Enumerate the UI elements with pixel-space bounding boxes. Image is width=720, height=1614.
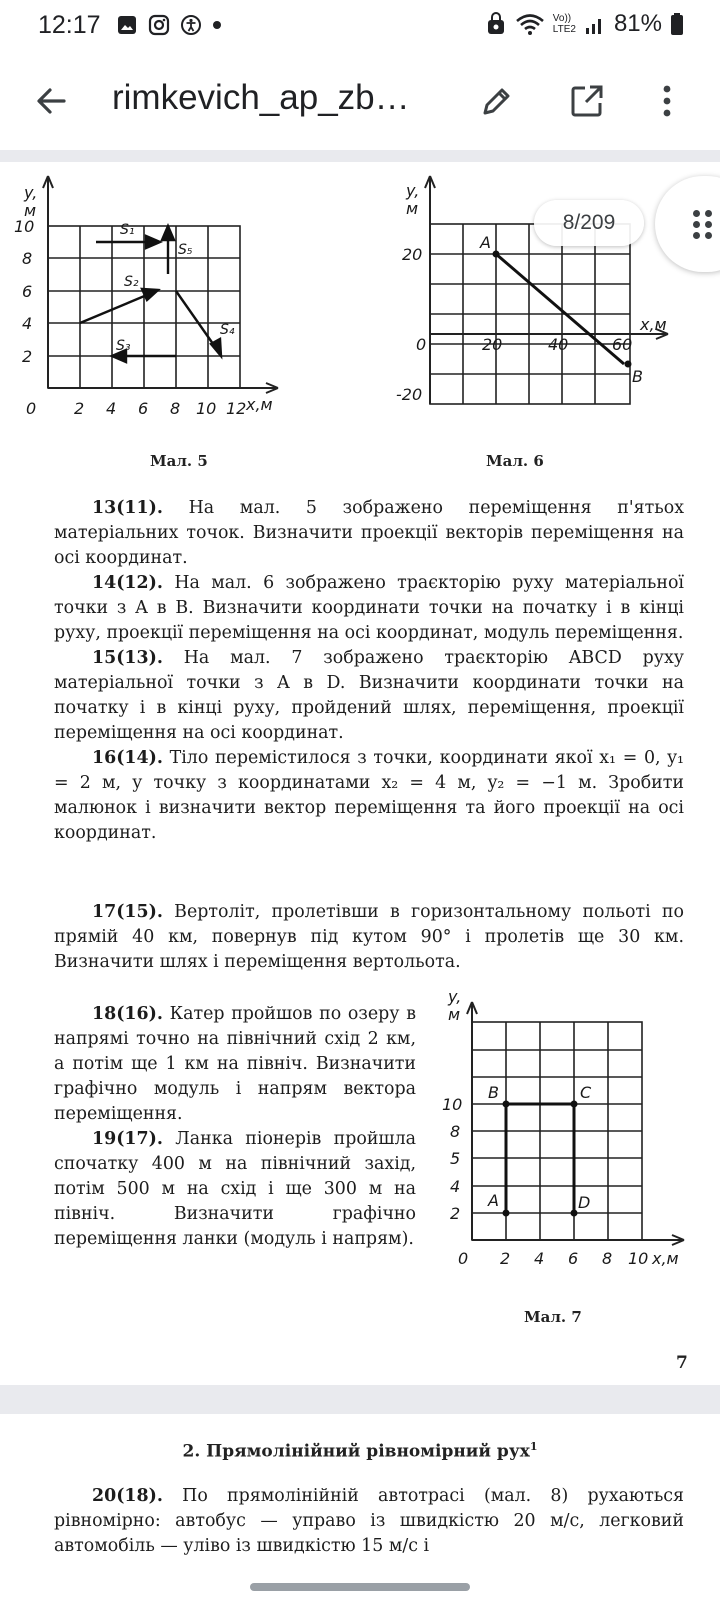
pencil-icon	[480, 84, 514, 118]
point-b	[625, 361, 632, 368]
x-tick-2: 2	[74, 399, 85, 418]
x-tick-40: 40	[548, 335, 569, 354]
y-tick-4: 4	[22, 314, 33, 333]
grid-dots-icon	[693, 210, 713, 238]
y-tick-8: 8	[22, 249, 33, 268]
vector-s4-label: S₄	[220, 322, 235, 338]
y-axis-unit: м	[406, 199, 419, 218]
figure-5-caption: Мал. 5	[150, 452, 208, 470]
more-options-button[interactable]	[640, 74, 694, 128]
vector-s5-label: S₅	[178, 242, 193, 258]
x-tick-12: 12	[226, 399, 247, 418]
signal-icon	[584, 13, 606, 35]
problem-18: 18(16). Катер пройшов по озеру в напрямі точно на північний схід 2 км, а потім ще 1 км на північ. Визначити графічно модуль і напрям вектора переміщення.	[54, 1004, 416, 1124]
status-bar	[0, 0, 720, 52]
dot-icon	[212, 20, 222, 30]
battery-percent: 81%	[613, 10, 662, 37]
y-tick-8: 8	[450, 1122, 461, 1141]
figure-7-caption: Мал. 7	[524, 1308, 582, 1326]
page-number: 7	[676, 1353, 688, 1373]
x-tick-0: 0	[458, 1249, 469, 1268]
x-axis-label: x,м	[246, 395, 273, 414]
notification-icons	[116, 14, 222, 36]
point-d-label: D	[578, 1193, 591, 1212]
point-b-label: B	[632, 367, 643, 386]
y-tick-2: 2	[22, 347, 33, 366]
x-axis-label: x,м	[640, 315, 667, 334]
x-tick-6: 6	[568, 1249, 579, 1268]
x-tick-10: 10	[628, 1249, 649, 1268]
y-tick-6: 6	[22, 282, 33, 301]
open-external-icon	[569, 83, 605, 119]
vector-s5-head	[162, 226, 174, 240]
point-a-label: A	[488, 1191, 499, 1210]
problem-16: 16(14). Тіло перемістилося з точки, координати якої x₁ = 0, y₁ = 2 м, у точку з координатами x₂ = 4 м, y₂ = −1 м. Зробити малюнок і визначити вектор переміщення та його проекції на осі координат.	[54, 748, 685, 843]
vector-s2-label: S₂	[124, 274, 139, 290]
alarm-icon	[485, 12, 507, 36]
x-tick-60: 60	[612, 335, 633, 354]
problem-17: 17(15). Вертоліт, пролетівши в горизонтальному польоті по прямій 40 км, повернув під кутом 90° і пролетів ще 30 км. Визначити шлях і переміщення вертольота.	[54, 902, 684, 972]
y-tick-4: 4	[450, 1177, 461, 1196]
document-title: rimkevich_ap_zb…	[112, 78, 410, 117]
y-tick-20: 20	[402, 245, 423, 264]
point-b-label: B	[488, 1083, 499, 1102]
problem-20-block	[54, 1484, 684, 1559]
y-tick-5: 5	[450, 1149, 461, 1168]
x-tick-8: 8	[170, 399, 181, 418]
gallery-icon	[116, 14, 138, 36]
accessibility-icon	[180, 14, 202, 36]
problem-20: 20(18). По прямолінійній автотрасі (мал. 8) рухаються рівномірно: автобус — управо із швидкістю 20 м/с, легковий автомобіль — уліво із швидкістю 15 м/с і	[54, 1486, 684, 1556]
vector-s4	[176, 291, 218, 351]
battery-icon	[670, 12, 684, 36]
y-axis-label: y,	[448, 988, 462, 1006]
y-tick-10: 10	[442, 1095, 463, 1114]
vector-s1-label: S₁	[120, 222, 135, 238]
problem-13: 13(11). На мал. 5 зображено переміщення п'ятьох матеріальних точок. Визначити проекції векторів переміщення на осі координат.	[54, 498, 684, 568]
point-b	[503, 1101, 510, 1108]
point-a	[493, 251, 500, 258]
point-a	[503, 1210, 510, 1217]
point-d	[571, 1210, 578, 1217]
x-tick-6: 6	[138, 399, 149, 418]
x-tick-2: 2	[500, 1249, 511, 1268]
wifi-icon	[515, 12, 545, 36]
status-right	[485, 10, 684, 38]
x-tick-4: 4	[106, 399, 117, 418]
y-tick-10: 10	[14, 217, 35, 236]
pdf-page[interactable]	[0, 162, 720, 1385]
problems-full-width	[54, 496, 684, 846]
open-external-button[interactable]	[560, 74, 614, 128]
y-axis-unit: м	[24, 201, 37, 220]
x-tick-10: 10	[196, 399, 217, 418]
arrow-back-icon	[34, 84, 68, 118]
point-c-label: C	[580, 1083, 592, 1102]
section-footnote-mark: 1	[529, 1440, 538, 1453]
y-tick-minus-20: -20	[396, 385, 423, 404]
point-a-label: A	[480, 233, 491, 252]
x-tick-0: 0	[26, 399, 37, 418]
x-tick-4: 4	[534, 1249, 545, 1268]
x-tick-8: 8	[602, 1249, 613, 1268]
network-type: Vo)) LTE2	[552, 13, 576, 35]
problems-narrow-column	[54, 1002, 416, 1252]
status-time: 12:17	[38, 11, 101, 39]
problem-15: 15(13). На мал. 7 зображено траєкторію ABCD руху матеріальної точки з A в D. Визначити координати точки на початку і в кінці руху, пройдений шлях, переміщення, проекції переміщення на осі координат.	[54, 648, 684, 743]
instagram-icon	[148, 14, 170, 36]
figure-7	[432, 988, 702, 1268]
problem-17-block	[54, 900, 684, 975]
figure-6-caption: Мал. 6	[486, 452, 544, 470]
edit-button[interactable]	[470, 74, 524, 128]
gesture-bar[interactable]	[250, 1583, 470, 1591]
back-button[interactable]	[24, 74, 78, 128]
y-axis-unit: м	[448, 1005, 461, 1024]
figure-5	[10, 174, 310, 434]
vector-s2	[80, 292, 154, 323]
x-axis-label: x,м	[652, 1249, 679, 1268]
vector-s1-head	[146, 236, 160, 248]
problem-19: 19(17). Ланка піонерів пройшла спочатку 400 м на північний захід, потім 500 м на схід і ще 300 м на північ. Визначити графічно переміщення ланки (модуль і напрям).	[54, 1129, 417, 1249]
more-vert-icon	[662, 84, 672, 118]
y-axis-label: y,	[406, 181, 420, 200]
x-tick-20: 20	[482, 335, 503, 354]
page-indicator: 8/209	[534, 200, 644, 246]
section-title: 2. Прямолінійний рівномірний рух$^1$	[182, 1440, 538, 1462]
y-axis-label: y,	[24, 183, 38, 202]
point-c	[571, 1101, 578, 1108]
y-tick-2: 2	[450, 1204, 461, 1223]
app-bar	[0, 52, 720, 150]
x-tick-0: 0	[416, 335, 427, 354]
problem-14: 14(12). На мал. 6 зображено траєкторію руху матеріальної точки з A в B. Визначити координати точки на початку і в кінці руху, проекції переміщення на осі координат, модуль переміщення.	[54, 573, 684, 643]
vector-s3-label: S₃	[116, 338, 131, 354]
